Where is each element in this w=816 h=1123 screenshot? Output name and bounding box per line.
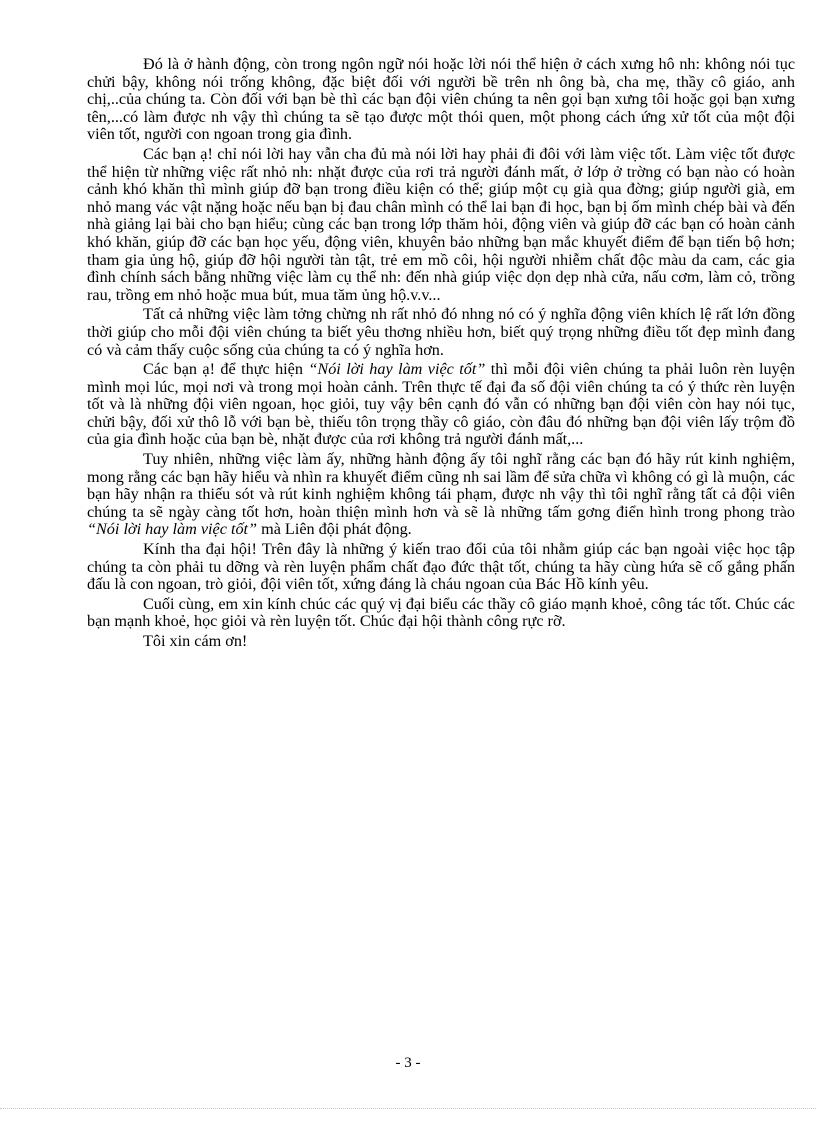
paragraph (87, 146, 795, 304)
footer-divider (0, 1108, 816, 1109)
paragraph-text: Đó là ở hành động, còn trong ngôn ngữ nói hoặc lời nói thể hiện ở cách xưng hô nh: không nói tục chửi bậy, không nói trống không, đặc biệt đối với người bề trên nh ông bà, cha mẹ, thầy cô giáo, anh chị,..của chúng ta. Còn đối với bạn bè thì các bạn đội viên chúng ta nên gọi bạn xưng tôi hoặc gọi bạn xưng tên,...có làm được nh vậy thì chúng ta sẽ tạo được một thói quen, một phong cách ứng xử tốt của một đội viên tốt, người con ngoan trong gia đình. (87, 55, 795, 144)
paragraph-text: Tuy nhiên, những việc làm ấy, những hành động ấy tôi nghĩ rằng các bạn đó hãy rút kinh nghiệm, mong rằng các bạn hãy hiểu và nhìn ra khuyết điểm cũng nh sai lầm để sửa chữa vì không có gì là muộn, các bạn hãy nhận ra thiếu sót và rút kinh nghiệm không tái phạm, được nh vậy thì tôi nghĩ rằng tất cả đội viên chúng ta sẽ ngày càng tốt hơn, hoàn thiện mình hơn và sẽ là những tấm gơng điển hình trong phong trào (87, 450, 795, 521)
paragraph-text: Cuối cùng, em xin kính chúc các quý vị đại biểu các thầy cô giáo mạnh khoẻ, công tác tốt. Chúc các bạn mạnh khoẻ, học giỏi và rèn luyện tốt. Chúc đại hội thành công rực rỡ. (87, 594, 795, 631)
paragraph (87, 361, 795, 449)
paragraph-text: Các bạn ạ! chỉ nói lời hay vẫn cha đủ mà nói lời hay phải đi đôi với làm việc tốt. Làm việc tốt được thể hiện từ những việc rất nhỏ nh: nhặt được của rơi trả người đánh mất, ở lớp ở trờng có bạn nào có hoàn cảnh khó khăn thì mình giúp đỡ bạn trong điều kiện có thể; giúp một cụ già qua đờng; giúp người già, em nhỏ mang vác vật nặng hoặc nếu bạn bị đau chân mình có thể lai bạn đi học, bạn bị ốm mình chép bài và đến nhà giảng lại bài cho bạn hiểu; cùng các bạn trong lớp thăm hỏi, động viên và giúp đỡ các bạn có hoàn cảnh khó khăn, giúp đỡ các bạn học yếu, động viên, khuyên bảo những bạn mắc khuyết điểm để bạn tiến bộ hơn; tham gia ủng hộ, giúp đỡ hội người tàn tật, trẻ em mồ côi, hội người nhiễm chất độc màu da cam, các gia đình chính sách bằng những việc làm cụ thể nh: đến nhà giúp việc dọn dẹp nhà cửa, nấu cơm, làm cỏ, trồng rau, trồng em nhỏ hoặc mua bút, mua tăm ủng hộ.v.v... (87, 144, 795, 304)
paragraph (87, 451, 795, 539)
paragraph (87, 56, 795, 144)
paragraph-text: mà Liên đội phát động. (257, 520, 412, 539)
paragraph-text: Các bạn ạ! để thực hiện (143, 360, 309, 379)
paragraph-text: Tất cả những việc làm tởng chừng nh rất nhỏ đó nhng nó có ý nghĩa động viên khích lệ rất lớn đồng thời giúp cho mỗi đội viên chúng ta biết yêu thơng nhiều hơn, biết quý trọng những điều tốt đẹp mình đang có và cảm thấy cuộc sống của chúng ta có ý nghĩa hơn. (87, 305, 795, 359)
paragraph (87, 541, 795, 594)
quoted-slogan: “Nói lời hay làm việc tốt” (87, 520, 258, 539)
quoted-slogan: “Nói lời hay làm việc tốt” (308, 360, 486, 379)
paragraph (87, 596, 795, 631)
paragraph-text: Tôi xin cám ơn! (143, 632, 248, 650)
paragraph (87, 306, 795, 359)
page-number: - 3 - (395, 1055, 421, 1071)
paragraph (87, 633, 795, 651)
paragraph-text: Kính tha đại hội! Trên đây là những ý kiến trao đổi của tôi nhằm giúp các bạn ngoài việc học tập chúng ta còn phải tu dỡng và rèn luyện phẩm chất đạo đức thật tốt, chúng ta hãy cùng hứa sẽ cố gắng phấn đấu là con ngoan, trò giỏi, đội viên tốt, xứng đáng là cháu ngoan của Bác Hồ kính yêu. (87, 540, 795, 594)
document-body (87, 56, 795, 653)
paragraph-text: thì mỗi đội viên chúng ta phải luôn rèn luyện mình mọi lúc, mọi nơi và trong mọi hoàn cảnh. Trên thực tế đại đa số đội viên chúng ta có ý thức rèn luyện tốt và là những đội viên ngoan, học giỏi, tuy vậy bên cạnh đó vẫn có những bạn đội viên còn hay nói tục, chửi bậy, đối xử thô lỗ với bạn bè, thiếu tôn trọng thầy cô giáo, còn đâu đó những bạn đội viên lấy trộm đồ của gia đình hoặc của bạn bè, nhặt được của rơi không trả người đánh mất,... (87, 360, 795, 449)
